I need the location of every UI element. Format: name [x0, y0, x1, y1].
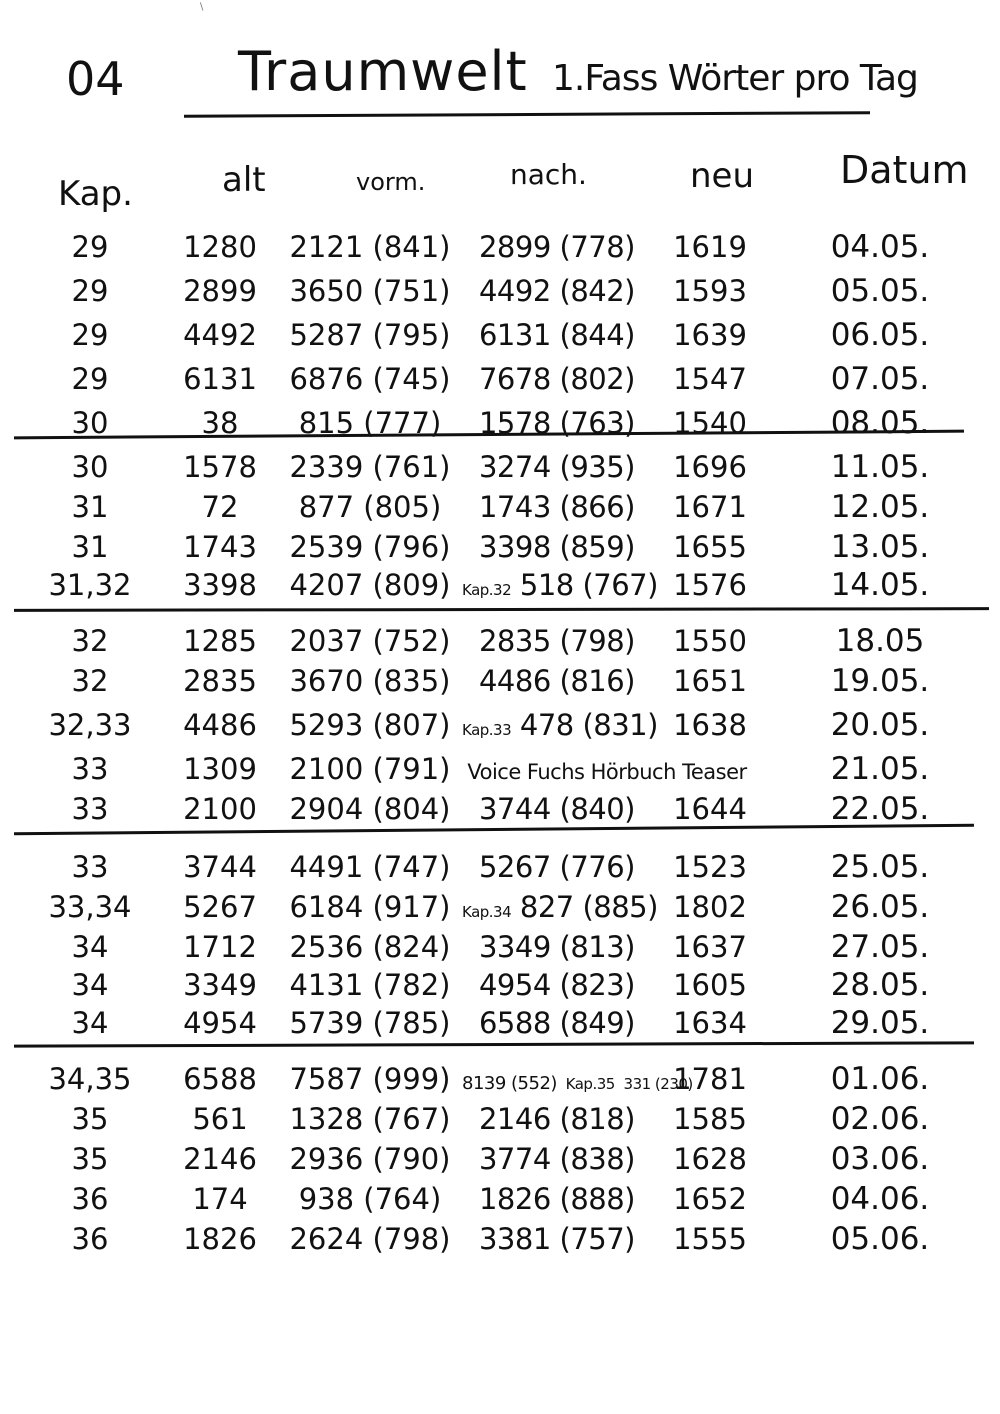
datum-cell: 04.06. [830, 1181, 930, 1217]
neu-cell: 1655 [673, 530, 747, 564]
kap-cell: 34,35 [48, 1062, 132, 1096]
neu-cell: 1802 [673, 890, 747, 924]
nach-cell [462, 848, 652, 886]
table-row [0, 928, 1000, 966]
header-nach: nach. [510, 158, 587, 191]
vorm-cell: 4131 (782) [289, 968, 451, 1002]
kap-cell: 33 [71, 752, 109, 786]
datum-cell: 12.05. [830, 489, 930, 525]
table-row [0, 1100, 1000, 1138]
neu-cell: 1555 [673, 1222, 747, 1256]
nach-cell [462, 750, 752, 791]
alt-cell: 1309 [183, 752, 257, 786]
datum-cell: 22.05. [830, 791, 930, 827]
title-underline [184, 111, 870, 118]
datum-cell: 04.05. [830, 229, 930, 265]
nach-value: 1826 (888) [478, 1182, 635, 1216]
table-row [0, 966, 1000, 1004]
table-row [0, 528, 1000, 566]
nach-cell [462, 1220, 652, 1258]
nach-cell [462, 662, 652, 700]
header-vorm: vorm. [356, 168, 426, 196]
kap-cell: 35 [71, 1102, 109, 1136]
vorm-cell: 938 (764) [298, 1182, 442, 1216]
alt-cell: 2146 [183, 1142, 257, 1176]
week-divider [14, 1041, 974, 1047]
nach-value: 6131 (844) [478, 318, 635, 352]
kap-cell: 36 [71, 1182, 109, 1216]
vorm-cell: 2339 (761) [289, 450, 451, 484]
neu-cell: 1639 [673, 318, 747, 352]
table-row [0, 706, 1000, 744]
chapter-prefix: Kap.32 [462, 581, 512, 599]
datum-cell: 03.06. [830, 1141, 930, 1177]
alt-cell: 4486 [183, 708, 257, 742]
vorm-cell: 5287 (795) [289, 318, 451, 352]
kap-cell: 30 [71, 450, 109, 484]
nach-cell [462, 272, 652, 310]
nach-value: 3744 (840) [478, 792, 635, 826]
table-row [0, 272, 1000, 310]
table-row [0, 360, 1000, 398]
table-row [0, 790, 1000, 828]
datum-cell: 14.05. [830, 567, 930, 603]
vorm-cell: 6184 (917) [289, 890, 451, 924]
nach-value: 5267 (776) [478, 850, 635, 884]
nach-cell [462, 928, 652, 966]
neu-cell: 1523 [673, 850, 747, 884]
kap-cell: 29 [71, 274, 109, 308]
neu-cell: 1644 [673, 792, 747, 826]
neu-cell: 1628 [673, 1142, 747, 1176]
alt-cell: 1826 [183, 1222, 257, 1256]
nach-value: 827 (885) [519, 890, 658, 924]
vorm-cell: 2037 (752) [289, 624, 451, 658]
nach-cell [462, 622, 652, 660]
neu-cell: 1605 [673, 968, 747, 1002]
table-row [0, 662, 1000, 700]
neu-cell: 1619 [673, 230, 747, 264]
alt-cell: 561 [192, 1102, 248, 1136]
kap-cell: 31 [71, 530, 109, 564]
neu-cell: 1781 [673, 1062, 747, 1096]
datum-cell: 05.05. [830, 273, 930, 309]
vorm-cell: 2904 (804) [289, 792, 451, 826]
datum-cell: 08.05. [830, 405, 930, 441]
neu-cell: 1550 [673, 624, 747, 658]
header-kap: Kap. [58, 174, 133, 214]
nach-cell [462, 566, 658, 609]
kap-cell: 34 [71, 1006, 109, 1040]
nach-value: 478 (831) [519, 708, 658, 742]
alt-cell: 4954 [183, 1006, 257, 1040]
chapter-prefix: Kap.34 [462, 903, 512, 921]
scan-speck: ∖ [198, 2, 205, 13]
kap-cell: 29 [71, 362, 109, 396]
alt-cell: 1743 [183, 530, 257, 564]
vorm-cell: 877 (805) [298, 490, 442, 524]
nach-value: 4492 (842) [478, 274, 635, 308]
vorm-cell: 5739 (785) [289, 1006, 451, 1040]
nach-value: 1743 (866) [478, 490, 635, 524]
alt-cell: 2899 [183, 274, 257, 308]
datum-cell: 07.05. [830, 361, 930, 397]
nach-value: 3774 (838) [478, 1142, 635, 1176]
nach-cell [462, 1004, 652, 1042]
alt-cell: 1285 [183, 624, 257, 658]
sheet-number: 04 [66, 52, 125, 106]
nach-cell [462, 706, 658, 749]
nach-value-small: 8139 (552) [462, 1073, 557, 1094]
week-divider [14, 607, 989, 612]
table-row [0, 448, 1000, 486]
kap-cell: 34 [71, 930, 109, 964]
table-row [0, 1004, 1000, 1042]
nach-value: 1578 (763) [478, 406, 635, 440]
nach-cell [462, 1060, 693, 1103]
page-subtitle: 1.Fass Wörter pro Tag [552, 58, 918, 99]
vorm-cell: 2100 (791) [289, 752, 451, 786]
datum-cell: 25.05. [830, 849, 930, 885]
vorm-cell: 2539 (796) [289, 530, 451, 564]
datum-cell: 18.05 [835, 623, 925, 659]
vorm-cell: 6876 (745) [289, 362, 451, 396]
vorm-cell: 2936 (790) [289, 1142, 451, 1176]
kap-cell: 33 [71, 850, 109, 884]
datum-cell: 06.05. [830, 317, 930, 353]
table-row [0, 488, 1000, 526]
neu-cell: 1671 [673, 490, 747, 524]
datum-cell: 28.05. [830, 967, 930, 1003]
neu-cell: 1576 [673, 568, 747, 602]
vorm-cell: 4491 (747) [289, 850, 451, 884]
nach-value: 3349 (813) [478, 930, 635, 964]
neu-cell: 1637 [673, 930, 747, 964]
vorm-cell: 5293 (807) [289, 708, 451, 742]
alt-cell: 1280 [183, 230, 257, 264]
kap-cell: 32 [71, 624, 109, 658]
datum-cell: 01.06. [830, 1061, 930, 1097]
alt-cell: 2835 [183, 664, 257, 698]
nach-cell [462, 528, 652, 566]
datum-cell: 20.05. [830, 707, 930, 743]
nach-value: 4954 (823) [478, 968, 635, 1002]
nach-value: 518 (767) [519, 568, 658, 602]
nach-value: 3381 (757) [478, 1222, 635, 1256]
kap-cell: 32,33 [48, 708, 132, 742]
alt-cell: 72 [201, 490, 239, 524]
table-row [0, 1220, 1000, 1258]
nach-value: 2899 (778) [478, 230, 635, 264]
neu-cell: 1696 [673, 450, 747, 484]
nach-cell [462, 228, 652, 266]
nach-cell [462, 888, 658, 931]
kap-cell: 33,34 [48, 890, 132, 924]
alt-cell: 3744 [183, 850, 257, 884]
nach-cell [462, 966, 652, 1004]
nach-value: 4486 (816) [478, 664, 635, 698]
neu-cell: 1547 [673, 362, 747, 396]
alt-cell: 3349 [183, 968, 257, 1002]
alt-cell: 174 [192, 1182, 248, 1216]
nach-note: Voice Fuchs Hörbuch Teaser [467, 760, 747, 784]
alt-cell: 6588 [183, 1062, 257, 1096]
nach-value: 3398 (859) [478, 530, 635, 564]
nach-value: 7678 (802) [478, 362, 635, 396]
nach-cell [462, 448, 652, 486]
neu-cell: 1540 [673, 406, 747, 440]
table-row [0, 566, 1000, 604]
nach-cell [462, 1180, 652, 1218]
vorm-cell: 4207 (809) [289, 568, 451, 602]
vorm-cell: 2121 (841) [289, 230, 451, 264]
page-title: Traumwelt [238, 40, 528, 103]
datum-cell: 02.06. [830, 1101, 930, 1137]
nach-cell [462, 404, 652, 442]
header-datum: Datum [840, 148, 969, 192]
nach-cell [462, 316, 652, 354]
alt-cell: 2100 [183, 792, 257, 826]
neu-cell: 1634 [673, 1006, 747, 1040]
nach-cell [462, 1140, 652, 1178]
nach-value-small: 331 (230) [623, 1075, 693, 1093]
table-row [0, 750, 1000, 788]
table-row [0, 888, 1000, 926]
vorm-cell: 2624 (798) [289, 1222, 451, 1256]
kap-cell: 31,32 [48, 568, 132, 602]
neu-cell: 1638 [673, 708, 747, 742]
kap-cell: 32 [71, 664, 109, 698]
table-row [0, 316, 1000, 354]
neu-cell: 1652 [673, 1182, 747, 1216]
kap-cell: 30 [71, 406, 109, 440]
vorm-cell: 1328 (767) [289, 1102, 451, 1136]
table-row [0, 1180, 1000, 1218]
datum-cell: 05.06. [830, 1221, 930, 1257]
alt-cell: 38 [201, 406, 239, 440]
kap-cell: 29 [71, 318, 109, 352]
header-neu: neu [690, 156, 755, 196]
nach-value: 2146 (818) [478, 1102, 635, 1136]
alt-cell: 1712 [183, 930, 257, 964]
vorm-cell: 3670 (835) [289, 664, 451, 698]
alt-cell: 1578 [183, 450, 257, 484]
datum-cell: 29.05. [830, 1005, 930, 1041]
nach-cell [462, 488, 652, 526]
datum-cell: 11.05. [830, 449, 930, 485]
nach-value: 6588 (849) [478, 1006, 635, 1040]
datum-cell: 13.05. [830, 529, 930, 565]
alt-cell: 3398 [183, 568, 257, 602]
nach-cell [462, 1100, 652, 1138]
neu-cell: 1651 [673, 664, 747, 698]
datum-cell: 26.05. [830, 889, 930, 925]
nach-cell [462, 790, 652, 828]
vorm-cell: 2536 (824) [289, 930, 451, 964]
nach-value: 2835 (798) [478, 624, 635, 658]
chapter-prefix: Kap.35 [565, 1075, 615, 1093]
alt-cell: 4492 [183, 318, 257, 352]
alt-cell: 6131 [183, 362, 257, 396]
kap-cell: 29 [71, 230, 109, 264]
datum-cell: 19.05. [830, 663, 930, 699]
table-row [0, 1060, 1000, 1098]
vorm-cell: 7587 (999) [289, 1062, 451, 1096]
kap-cell: 31 [71, 490, 109, 524]
neu-cell: 1585 [673, 1102, 747, 1136]
kap-cell: 36 [71, 1222, 109, 1256]
kap-cell: 35 [71, 1142, 109, 1176]
kap-cell: 33 [71, 792, 109, 826]
neu-cell: 1593 [673, 274, 747, 308]
header-alt: alt [222, 160, 266, 200]
vorm-cell: 3650 (751) [289, 274, 451, 308]
datum-cell: 21.05. [830, 751, 930, 787]
nach-cell [462, 360, 652, 398]
kap-cell: 34 [71, 968, 109, 1002]
table-row [0, 848, 1000, 886]
chapter-prefix: Kap.33 [462, 721, 512, 739]
table-row [0, 1140, 1000, 1178]
table-row [0, 228, 1000, 266]
datum-cell: 27.05. [830, 929, 930, 965]
nach-value: 3274 (935) [478, 450, 635, 484]
vorm-cell: 815 (777) [298, 406, 442, 440]
table-row [0, 622, 1000, 660]
alt-cell: 5267 [183, 890, 257, 924]
